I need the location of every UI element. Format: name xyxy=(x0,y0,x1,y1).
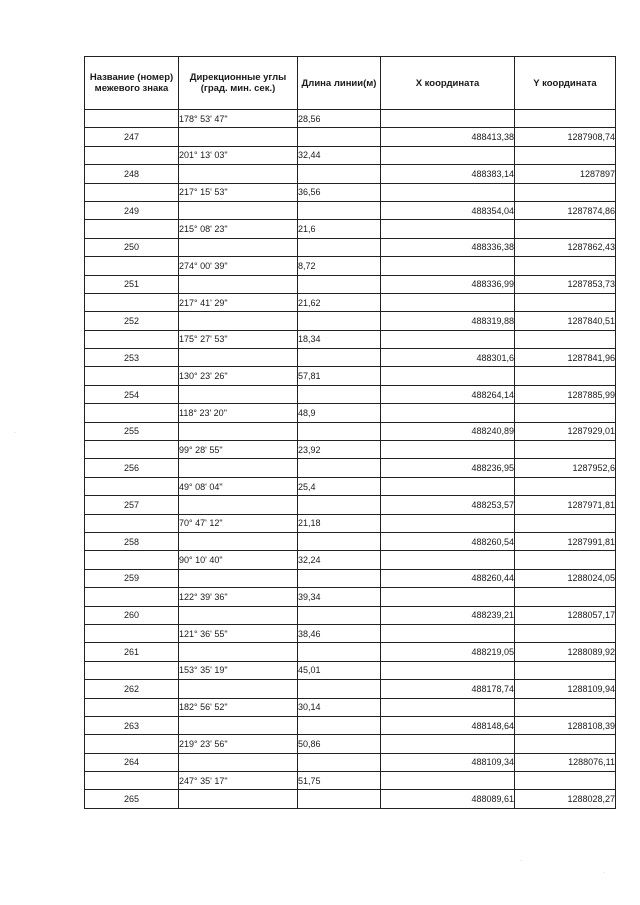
cell-name xyxy=(85,514,179,532)
cell-y: 1288076,11 xyxy=(515,753,616,771)
cell-x xyxy=(381,624,515,642)
cell-y: 1287908,74 xyxy=(515,128,616,146)
header-length: Длина линии(м) xyxy=(298,57,381,110)
table-row-segment xyxy=(85,110,616,128)
cell-name: 256 xyxy=(85,459,179,477)
cell-length xyxy=(298,128,381,146)
cell-name: 248 xyxy=(85,165,179,183)
cell-name: 265 xyxy=(85,790,179,808)
cell-x xyxy=(381,477,515,495)
table-row-segment xyxy=(85,661,616,679)
cell-length xyxy=(298,275,381,293)
cell-y xyxy=(515,257,616,275)
cell-x: 488239,21 xyxy=(381,606,515,624)
cell-name: 252 xyxy=(85,312,179,330)
cell-name: 261 xyxy=(85,643,179,661)
cell-name xyxy=(85,146,179,164)
cell-angle: 217° 41' 29" xyxy=(179,293,298,311)
cell-x: 488319,88 xyxy=(381,312,515,330)
cell-length: 36,56 xyxy=(298,183,381,201)
table-row-point xyxy=(85,275,616,293)
cell-name xyxy=(85,293,179,311)
cell-angle: 219° 23' 56" xyxy=(179,735,298,753)
table-row-segment xyxy=(85,551,616,569)
table-row-point xyxy=(85,385,616,403)
cell-length: 38,46 xyxy=(298,624,381,642)
cell-angle: 49° 08' 04" xyxy=(179,477,298,495)
cell-y: 1288024,05 xyxy=(515,569,616,587)
cell-angle xyxy=(179,606,298,624)
cell-x xyxy=(381,551,515,569)
table-row-point xyxy=(85,790,616,808)
cell-y xyxy=(515,735,616,753)
cell-y xyxy=(515,588,616,606)
cell-length: 23,92 xyxy=(298,441,381,459)
cell-name xyxy=(85,441,179,459)
cell-y xyxy=(515,183,616,201)
cell-length: 30,14 xyxy=(298,698,381,716)
cell-length: 51,75 xyxy=(298,772,381,790)
cell-x: 488260,44 xyxy=(381,569,515,587)
cell-angle xyxy=(179,275,298,293)
cell-length: 32,44 xyxy=(298,146,381,164)
table-row-segment xyxy=(85,220,616,238)
table-row-point xyxy=(85,606,616,624)
cell-angle: 274° 00' 39" xyxy=(179,257,298,275)
cell-name: 254 xyxy=(85,385,179,403)
cell-angle xyxy=(179,128,298,146)
header-x: X координата xyxy=(381,57,515,110)
cell-name xyxy=(85,404,179,422)
table-row-point xyxy=(85,643,616,661)
cell-y xyxy=(515,330,616,348)
cell-length xyxy=(298,532,381,550)
cell-angle: 178° 53' 47" xyxy=(179,110,298,128)
table-row-point xyxy=(85,422,616,440)
cell-y xyxy=(515,441,616,459)
cell-x xyxy=(381,110,515,128)
table-row-point xyxy=(85,753,616,771)
cell-length: 25,4 xyxy=(298,477,381,495)
cell-angle xyxy=(179,422,298,440)
cell-y: 1287862,43 xyxy=(515,238,616,256)
cell-x xyxy=(381,183,515,201)
table-row-segment xyxy=(85,183,616,201)
cell-angle xyxy=(179,349,298,367)
cell-angle xyxy=(179,716,298,734)
table-row-segment xyxy=(85,293,616,311)
cell-angle xyxy=(179,532,298,550)
cell-length xyxy=(298,459,381,477)
cell-angle xyxy=(179,312,298,330)
cell-angle: 70° 47' 12" xyxy=(179,514,298,532)
table-row-segment xyxy=(85,588,616,606)
table-row-segment xyxy=(85,441,616,459)
cell-x: 488383,14 xyxy=(381,165,515,183)
scan-speckle: · xyxy=(603,870,605,876)
cell-y: 1287885,99 xyxy=(515,385,616,403)
cell-x: 488178,74 xyxy=(381,680,515,698)
cell-y xyxy=(515,477,616,495)
cell-name xyxy=(85,661,179,679)
cell-x: 488260,54 xyxy=(381,532,515,550)
cell-name: 258 xyxy=(85,532,179,550)
cell-y xyxy=(515,551,616,569)
table-row-segment xyxy=(85,257,616,275)
cell-y xyxy=(515,698,616,716)
table-row-segment xyxy=(85,735,616,753)
cell-x: 488240,89 xyxy=(381,422,515,440)
cell-name xyxy=(85,588,179,606)
cell-name: 255 xyxy=(85,422,179,440)
table-header-row xyxy=(85,57,616,110)
table-row-point xyxy=(85,349,616,367)
cell-length: 18,34 xyxy=(298,330,381,348)
cell-length xyxy=(298,643,381,661)
table-row-segment xyxy=(85,477,616,495)
cell-y xyxy=(515,293,616,311)
cell-name xyxy=(85,183,179,201)
cell-name xyxy=(85,624,179,642)
cell-y xyxy=(515,772,616,790)
cell-x xyxy=(381,257,515,275)
cell-y: 1288028,27 xyxy=(515,790,616,808)
table-row-point xyxy=(85,201,616,219)
cell-y: 1287897 xyxy=(515,165,616,183)
cell-x: 488148,64 xyxy=(381,716,515,734)
cell-length xyxy=(298,569,381,587)
cell-y xyxy=(515,514,616,532)
table-row-segment xyxy=(85,367,616,385)
cell-length: 48,9 xyxy=(298,404,381,422)
cell-x: 488109,34 xyxy=(381,753,515,771)
header-y: Y координата xyxy=(515,57,616,110)
cell-x: 488089,61 xyxy=(381,790,515,808)
cell-name xyxy=(85,698,179,716)
cell-name xyxy=(85,477,179,495)
cell-name: 263 xyxy=(85,716,179,734)
cell-y: 1287841,96 xyxy=(515,349,616,367)
cell-length: 45,01 xyxy=(298,661,381,679)
table-row-point xyxy=(85,128,616,146)
cell-length xyxy=(298,716,381,734)
cell-angle xyxy=(179,790,298,808)
cell-x xyxy=(381,698,515,716)
cell-x: 488413,38 xyxy=(381,128,515,146)
cell-angle xyxy=(179,165,298,183)
cell-y: 1287929,01 xyxy=(515,422,616,440)
cell-x: 488253,57 xyxy=(381,496,515,514)
cell-x xyxy=(381,404,515,422)
cell-length: 21,62 xyxy=(298,293,381,311)
table-row-point xyxy=(85,238,616,256)
cell-name xyxy=(85,551,179,569)
cell-x xyxy=(381,772,515,790)
table-body xyxy=(85,110,616,809)
header-angle: Дирекционные углы (град. мин. сек.) xyxy=(179,57,298,110)
cell-length xyxy=(298,606,381,624)
cell-x: 488236,95 xyxy=(381,459,515,477)
cell-y xyxy=(515,146,616,164)
cell-length xyxy=(298,385,381,403)
table-row-segment xyxy=(85,514,616,532)
cell-angle xyxy=(179,385,298,403)
cell-x xyxy=(381,367,515,385)
cell-length: 32,24 xyxy=(298,551,381,569)
cell-angle: 90° 10' 40" xyxy=(179,551,298,569)
cell-angle: 175° 27' 53" xyxy=(179,330,298,348)
cell-angle xyxy=(179,238,298,256)
cell-name: 251 xyxy=(85,275,179,293)
table-row-point xyxy=(85,569,616,587)
cell-length xyxy=(298,753,381,771)
cell-y: 1287874,86 xyxy=(515,201,616,219)
cell-length: 57,81 xyxy=(298,367,381,385)
cell-length: 50,86 xyxy=(298,735,381,753)
cell-length xyxy=(298,496,381,514)
cell-angle: 153° 35' 19" xyxy=(179,661,298,679)
cell-length: 39,34 xyxy=(298,588,381,606)
cell-angle xyxy=(179,680,298,698)
cell-length xyxy=(298,349,381,367)
cell-angle: 217° 15' 53" xyxy=(179,183,298,201)
cell-name: 260 xyxy=(85,606,179,624)
cell-length: 8,72 xyxy=(298,257,381,275)
cell-name: 264 xyxy=(85,753,179,771)
cell-y xyxy=(515,110,616,128)
cell-angle: 122° 39' 36" xyxy=(179,588,298,606)
table-row-segment xyxy=(85,330,616,348)
cell-angle xyxy=(179,459,298,477)
boundary-coordinates-table xyxy=(84,56,616,809)
cell-name: 262 xyxy=(85,680,179,698)
cell-y: 1288089,92 xyxy=(515,643,616,661)
cell-name xyxy=(85,735,179,753)
scan-speckle: · xyxy=(520,858,522,864)
cell-length xyxy=(298,165,381,183)
cell-angle: 118° 23' 20" xyxy=(179,404,298,422)
cell-angle xyxy=(179,569,298,587)
cell-x xyxy=(381,146,515,164)
cell-x xyxy=(381,220,515,238)
cell-x: 488336,99 xyxy=(381,275,515,293)
cell-x: 488301,6 xyxy=(381,349,515,367)
cell-y xyxy=(515,624,616,642)
cell-y: 1288109,94 xyxy=(515,680,616,698)
cell-x xyxy=(381,514,515,532)
cell-length xyxy=(298,312,381,330)
cell-y: 1288057,17 xyxy=(515,606,616,624)
table-row-segment xyxy=(85,698,616,716)
cell-name xyxy=(85,257,179,275)
cell-x: 488219,05 xyxy=(381,643,515,661)
cell-length xyxy=(298,422,381,440)
cell-angle: 201° 13' 03" xyxy=(179,146,298,164)
cell-y: 1287840,51 xyxy=(515,312,616,330)
cell-y xyxy=(515,367,616,385)
table-row-segment xyxy=(85,624,616,642)
cell-length xyxy=(298,238,381,256)
cell-name xyxy=(85,772,179,790)
cell-y xyxy=(515,661,616,679)
table-row-point xyxy=(85,312,616,330)
table-row-point xyxy=(85,459,616,477)
cell-name: 253 xyxy=(85,349,179,367)
cell-angle: 99° 28' 55" xyxy=(179,441,298,459)
cell-length: 28,56 xyxy=(298,110,381,128)
cell-angle: 121° 36' 55" xyxy=(179,624,298,642)
table-row-point xyxy=(85,680,616,698)
cell-name: 247 xyxy=(85,128,179,146)
table-row-point xyxy=(85,532,616,550)
header-name: Название (номер) межевого знака xyxy=(85,57,179,110)
cell-x xyxy=(381,735,515,753)
cell-angle: 182° 56' 52" xyxy=(179,698,298,716)
cell-name: 259 xyxy=(85,569,179,587)
cell-angle xyxy=(179,201,298,219)
cell-y: 1287971,81 xyxy=(515,496,616,514)
cell-name xyxy=(85,110,179,128)
table-row-point xyxy=(85,716,616,734)
cell-angle: 215° 08' 23" xyxy=(179,220,298,238)
table-row-segment xyxy=(85,404,616,422)
cell-y: 1288108,39 xyxy=(515,716,616,734)
cell-length xyxy=(298,201,381,219)
cell-angle xyxy=(179,643,298,661)
cell-angle: 130° 23' 26" xyxy=(179,367,298,385)
scan-speckle: · xyxy=(14,430,16,436)
table-row-segment xyxy=(85,146,616,164)
cell-name: 249 xyxy=(85,201,179,219)
cell-x xyxy=(381,330,515,348)
cell-name xyxy=(85,367,179,385)
cell-x xyxy=(381,441,515,459)
table-row-point xyxy=(85,165,616,183)
cell-length xyxy=(298,680,381,698)
cell-y xyxy=(515,220,616,238)
cell-x: 488336,38 xyxy=(381,238,515,256)
cell-x xyxy=(381,588,515,606)
cell-y xyxy=(515,404,616,422)
cell-name xyxy=(85,330,179,348)
cell-length xyxy=(298,790,381,808)
cell-x xyxy=(381,661,515,679)
cell-y: 1287991,81 xyxy=(515,532,616,550)
cell-name: 250 xyxy=(85,238,179,256)
cell-y: 1287853,73 xyxy=(515,275,616,293)
cell-length: 21,6 xyxy=(298,220,381,238)
survey-sheet xyxy=(84,56,615,809)
cell-x xyxy=(381,293,515,311)
cell-name xyxy=(85,220,179,238)
table-row-point xyxy=(85,496,616,514)
table-row-segment xyxy=(85,772,616,790)
cell-y: 1287952,6 xyxy=(515,459,616,477)
cell-x: 488354,04 xyxy=(381,201,515,219)
cell-angle xyxy=(179,496,298,514)
cell-angle: 247° 35' 17" xyxy=(179,772,298,790)
cell-name: 257 xyxy=(85,496,179,514)
cell-x: 488264,14 xyxy=(381,385,515,403)
cell-angle xyxy=(179,753,298,771)
cell-length: 21,18 xyxy=(298,514,381,532)
